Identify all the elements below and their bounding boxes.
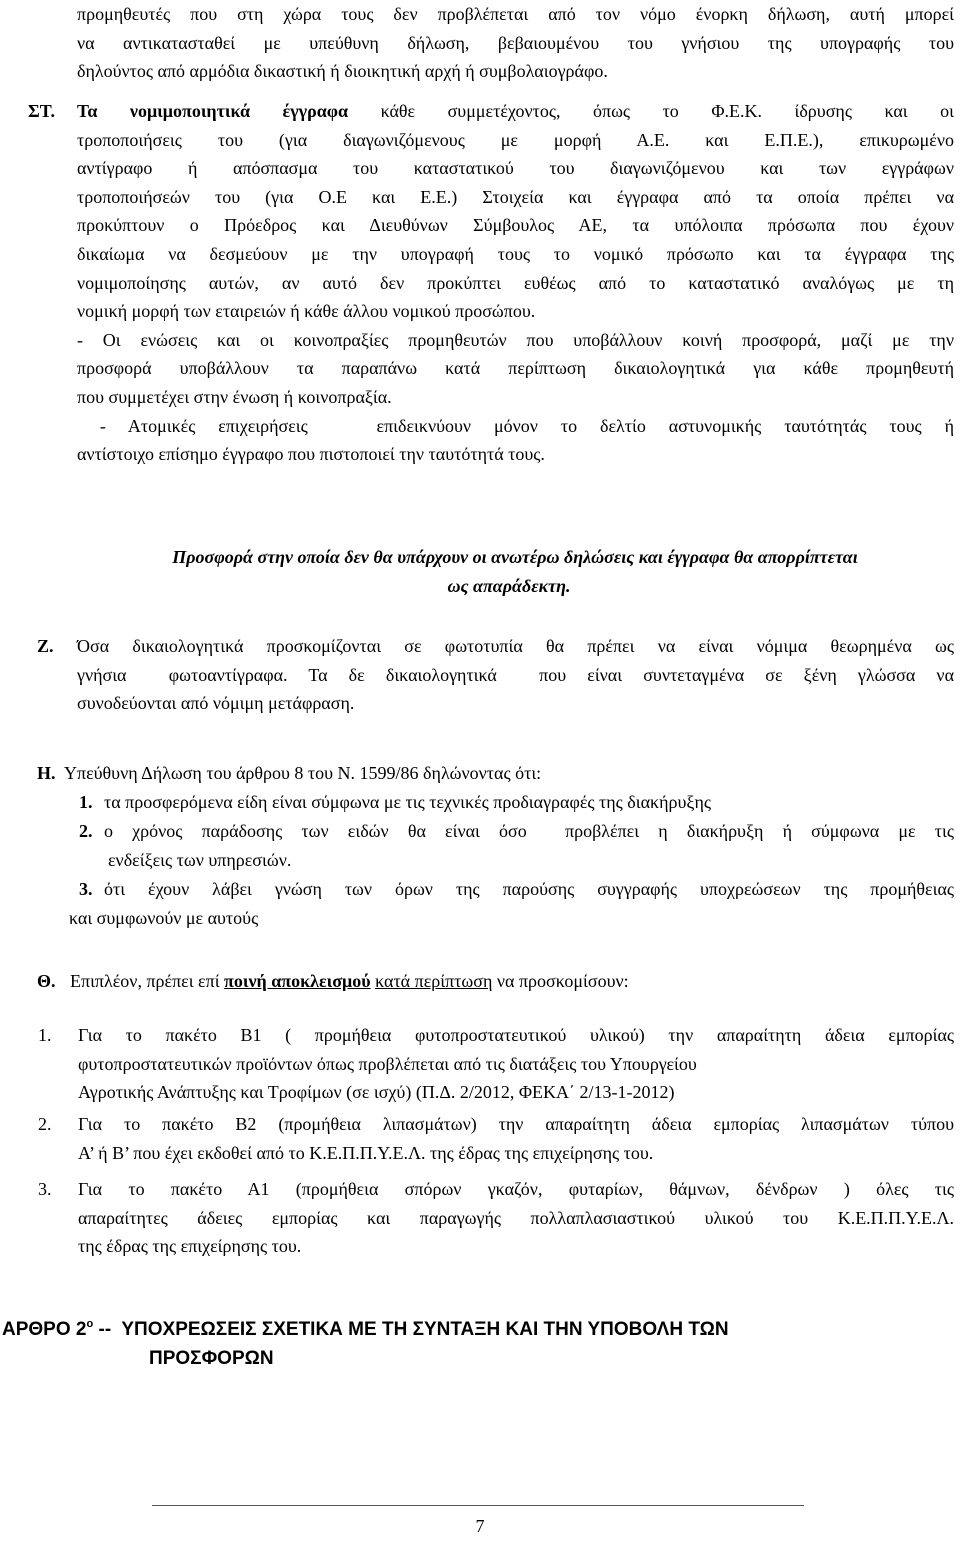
page-number: 7 (475, 1516, 485, 1536)
article-heading (0, 1315, 960, 1373)
list-item-line: Α’ ή Β’ που έχει εκδοθεί από το Κ.Ε.Π.Π.Υ.Ε.Λ. της έδρας της επιχείρησης του. (78, 1142, 654, 1163)
list-item-number: 2. (38, 1114, 52, 1134)
section-h-title: Υπεύθυνη Δήλωση του άρθρου 8 του Ν. 1599/86 δηλώνοντας ότι: (64, 763, 542, 783)
paragraph-line: να αντικατασταθεί με υπεύθυνη δήλωση, βεβαιουμένου του γνήσιου της υπογραφής του (77, 32, 954, 53)
section-label-st: ΣΤ. (28, 101, 55, 121)
article-heading-line: ΑΡΘΡΟ $2^o$ -- ΥΠΟΧΡΕΩΣΕΙΣ ΣΧΕΤΙΚΑ ΜΕ ΤΗ ΣΥΝΤΑΞΗ ΚΑΙ ΤΗΝ ΥΠΟΒΟΛΗ ΤΩΝ (2, 1318, 729, 1340)
list-item-line: Για το πακέτο Β1 ( προμήθεια φυτοπροστατευτικού υλικού) την απαραίτητη άδεια εμπορίας (78, 1025, 954, 1045)
rejection-note (60, 543, 960, 600)
list-item-line: απαραίτητες άδειες εμπορίας και παραγωγής πολλαπλασιαστικού υλικού του Κ.Ε.Π.Π.Υ.Ε.Λ. (78, 1207, 954, 1228)
section-st-body (77, 97, 954, 469)
numbered-item (38, 1021, 954, 1107)
paragraph-line: Όσα δικαιολογητικά προσκομίζονται σε φωτοτυπία θα πρέπει να είναι νόμιμα θεωρημένα ως (77, 636, 954, 656)
paragraph-line: - Οι ενώσεις και οι κοινοπραξίες προμηθευτών που υποβάλλουν κοινή προσφορά, μαζί με την (77, 329, 954, 350)
list-item (79, 817, 954, 874)
rejection-note-line: Προσφορά στην οποία δεν θα υπάρχουν οι ανωτέρω δηλώσεις και έγγραφα θα απορρίπτεται (172, 547, 858, 567)
list-item-line: 3. ότι έχουν λάβει γνώση των όρων της παρούσης συγγραφής υποχρεώσεων της προμήθειας (79, 875, 954, 904)
paragraph-line: τροποποιήσεις του (για διαγωνιζόμενους με μορφή Α.Ε. και Ε.Π.Ε.), επικυρωμένο (77, 129, 954, 150)
list-item-line: φυτοπροστατευτικών προϊόντων όπως προβλέπεται από τις διατάξεις του Υπουργείου (78, 1053, 697, 1074)
list-item-line: Για το πακέτο Α1 (προμήθεια σπόρων γκαζόν, φυταρίων, θάμνων, δένδρων ) όλες τις (78, 1179, 954, 1199)
paragraph-line: δικαίωμα να δεσμεύουν με την υπογραφή τους το νομικό πρόσωπο και τα έγγραφα της (77, 243, 954, 264)
section-z-body (77, 632, 954, 718)
paragraph-line: Τα νομιμοποιητικά έγγραφα κάθε συμμετέχοντος, όπως το Φ.Ε.Κ. ίδρυσης και οι (77, 101, 955, 121)
list-item-line: Για το πακέτο Β2 (προμήθεια λιπασμάτων) την απαραίτητη άδεια εμπορίας λιπασμάτων τύπου (78, 1114, 954, 1134)
paragraph-line: - Ατομικές επιχειρήσεις επιδεικνύουν μόνον το δελτίο αστυνομικής ταυτότητάς τους ή (77, 415, 954, 436)
list-item-number: 3. (79, 879, 93, 899)
numbered-item (38, 1175, 954, 1261)
paragraph-line: τροποποιήσεών του (για Ο.Ε και Ε.Ε.) Στοιχεία και έγγραφα από τα οποία πρέπει να (77, 186, 954, 207)
paragraph-line: αντίγραφο ή απόσπασμα του καταστατικού του διαγωνιζόμενου και των εγγράφων (77, 158, 954, 179)
penalty-phrase: ποινή αποκλεισμού (224, 971, 371, 991)
paragraph-line: προσφορά υποβάλλουν τα παραπάνω κατά περίπτωση δικαιολογητικά για κάθε προμηθευτή (77, 358, 954, 379)
list-item-number: 1. (79, 792, 93, 812)
paragraph-line: αντίστοιχο επίσημο έγγραφο που πιστοποιεί την ταυτότητά τους. (77, 444, 545, 465)
paragraph-line: γνήσια φωτοαντίγραφα. Τα δε δικαιολογητικά που είναι συντεταγμένα σε ξένη γλώσσα να (77, 664, 954, 685)
list-item-line: της έδρας της επιχείρησης του. (78, 1236, 302, 1257)
paragraph-line: προμηθευτές που στη χώρα τους δεν προβλέπεται από τον νόμο ένορκη δήλωση, αυτή μπορεί (77, 4, 954, 24)
footer-rule (152, 1505, 804, 1506)
list-item: 1. τα προσφερόμενα είδη είναι σύμφωνα με τις τεχνικές προδιαγραφές της διακήρυξης (79, 788, 954, 817)
paragraph-line: νομιμοποίησης αυτών, αν αυτό δεν προκύπτει ευθέως από το καταστατικό αναλόγως με τη (77, 272, 954, 293)
list-item-number: 1. (38, 1025, 52, 1045)
paragraph-line: που συμμετέχει στην ένωση ή κοινοπραξία. (77, 386, 392, 407)
section-st-heading: Τα νομιμοποιητικά έγγραφα (77, 101, 349, 121)
list-item-line: ενδείξεις των υπηρεσιών. (108, 849, 292, 870)
paragraph-line: συνοδεύονται από νόμιμη μετάφραση. (77, 693, 355, 714)
case-phrase: κατά περίπτωση (375, 971, 493, 991)
numbered-item (38, 1110, 954, 1167)
paragraph-line: προκύπτουν ο Πρόεδρος και Διευθύνων Σύμβουλος ΑΕ, τα υπόλοιπα πρόσωπα που έχουν (77, 215, 954, 236)
list-item-line: και συμφωνούν με αυτούς (69, 907, 259, 928)
top-paragraph (77, 0, 954, 86)
section-th-intro: Επιπλέον, πρέπει επί ποινή αποκλεισμού κατά περίπτωση να προσκομίσουν: (70, 971, 629, 991)
list-item-number: 3. (38, 1179, 52, 1199)
list-item-line: Αγροτικής Ανάπτυξης και Τροφίμων (σε ισχύ) (Π.Δ. 2/2012, ΦΕΚΑ΄ 2/13-1-2012) (78, 1082, 675, 1103)
paragraph-line: νομική μορφή των εταιρειών ή κάθε άλλου νομικού προσώπου. (77, 301, 536, 322)
list-item (69, 875, 954, 932)
article-heading-line: ΠΡΟΣΦΟΡΩΝ (149, 1348, 274, 1369)
paragraph-line: δηλούντος από αρμόδια δικαστική ή διοικητική αρχή ή συμβολαιογράφο. (77, 61, 608, 82)
section-label-z: Ζ. (37, 636, 54, 656)
list-item-number: 2. (79, 821, 93, 841)
list-item-line: 2. ο χρόνος παράδοσης των ειδών θα είναι όσο προβλέπει η διακήρυξη ή σύμφωνα με τις (79, 817, 954, 846)
section-label-th: Θ. (37, 971, 56, 991)
rejection-note-line: ως απαράδεκτη. (447, 575, 571, 596)
section-label-h: Η. (37, 763, 56, 783)
